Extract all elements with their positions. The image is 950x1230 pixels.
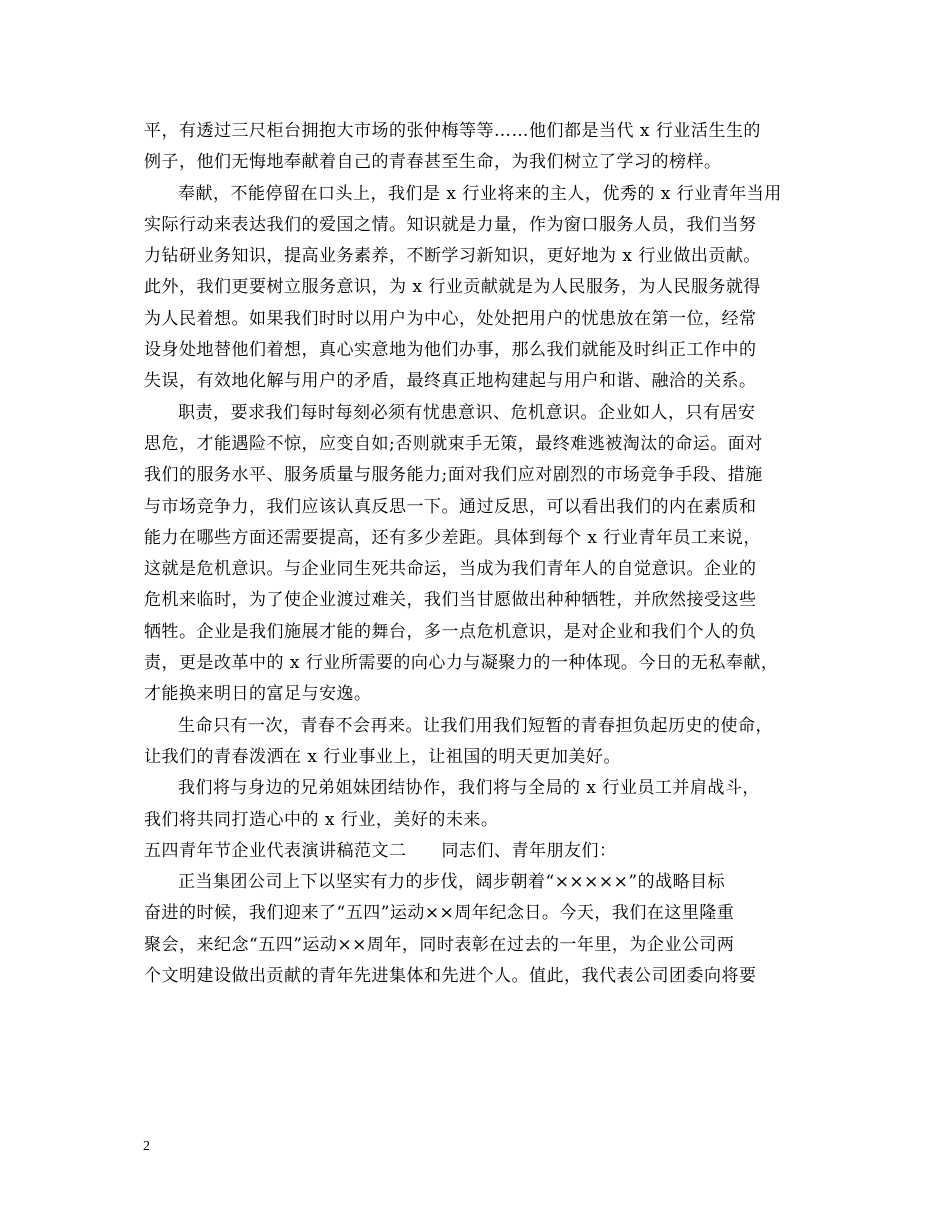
text-line: 奋进的时候，我们迎来了“五四”运动××周年纪念日。今天，我们在这里隆重 (144, 903, 735, 924)
text-line: 实际行动来表达我们的爱国之情。知识就是力量，作为窗口服务人员，我们当努 (144, 214, 757, 235)
text-line: 我们的服务水平、服务质量与服务能力;面对我们应对剧烈的市场竞争手段、措施 (144, 465, 763, 486)
text-line: 设身处地替他们着想，真心实意地为他们办事，那么我们就能及时纠正工作中的 (144, 340, 757, 361)
text-line: 生命只有一次，青春不会再来。让我们用我们短暂的青春担负起历史的使命， (178, 715, 773, 736)
text-line: 与市场竞争力，我们应该认真反思一下。通过反思，可以看出我们的内在素质和 (144, 496, 757, 517)
text-line: 力钻研业务知识，提高业务素养，不断学习新知识，更好地为 x 行业做出贡献。 (144, 246, 761, 267)
text-line: 个文明建设做出贡献的青年先进集体和先进个人。值此，我代表公司团委向将要 (144, 966, 757, 987)
text-line: 我们将与身边的兄弟姐妹团结协作，我们将与全局的 x 行业员工并肩战斗， (178, 778, 760, 799)
text-line: 能力在哪些方面还需要提高，还有多少差距。具体到每个 x 行业青年员工来说， (144, 527, 761, 548)
text-line: 让我们的青春泼洒在 x 行业事业上，让祖国的明天更加美好。 (144, 746, 621, 767)
text-line: 平，有透过三尺柜台拥抱大市场的张仲梅等等……他们都是当代 x 行业活生生的 (144, 121, 761, 141)
document-body (144, 116, 824, 992)
text-line: 为人民着想。如果我们时时以用户为中心，处处把用户的忧患放在第一位，经常 (144, 308, 757, 329)
text-line: 例子，他们无悔地奉献着自己的青春甚至生命，为我们树立了学习的榜样。 (144, 152, 722, 173)
text-line: 才能换来明日的富足与安逸。 (144, 684, 372, 705)
text-line: 失误，有效地化解与用户的矛盾，最终真正地构建起与用户和谐、融洽的关系。 (144, 371, 757, 392)
text-line: 此外，我们更要树立服务意识，为 x 行业贡献就是为人民服务，为人民服务就得 (144, 277, 761, 298)
text-line: 牺牲。企业是我们施展才能的舞台，多一点危机意识，是对企业和我们个人的负 (144, 621, 757, 642)
page-number: 2 (143, 1139, 150, 1154)
text-line: 奉献，不能停留在口头上，我们是 x 行业将来的主人，优秀的 x 行业青年当用 (178, 183, 782, 204)
text-line: 危机来临时，为了使企业渡过难关，我们当甘愿做出种种牺牲，并欣然接受这些 (144, 590, 757, 611)
text-line: 聚会，来纪念“五四”运动××周年，同时表彰在过去的一年里，为企业公司两 (144, 934, 735, 955)
text-line: 这就是危机意识。与企业同生死共命运，当成为我们青年人的自觉意识。企业的 (144, 559, 757, 580)
section-title-line: 五四青年节企业代表演讲稿范文二 同志们、青年朋友们： (144, 840, 617, 861)
text-line: 思危，才能遇险不惊，应变自如;否则就束手无策，最终难逃被淘汰的命运。面对 (144, 433, 763, 454)
text-line: 责，更是改革中的 x 行业所需要的向心力与凝聚力的一种体现。今日的无私奉献， (144, 653, 779, 674)
text-line: 职责，要求我们每时每刻必须有忧患意识、危机意识。企业如人，只有居安 (178, 402, 756, 423)
text-line: 正当集团公司上下以坚实有力的步伐，阔步朝着“×××××”的战略目标 (178, 872, 726, 893)
text-line: 我们将共同打造心中的 x 行业，美好的未来。 (144, 809, 499, 830)
